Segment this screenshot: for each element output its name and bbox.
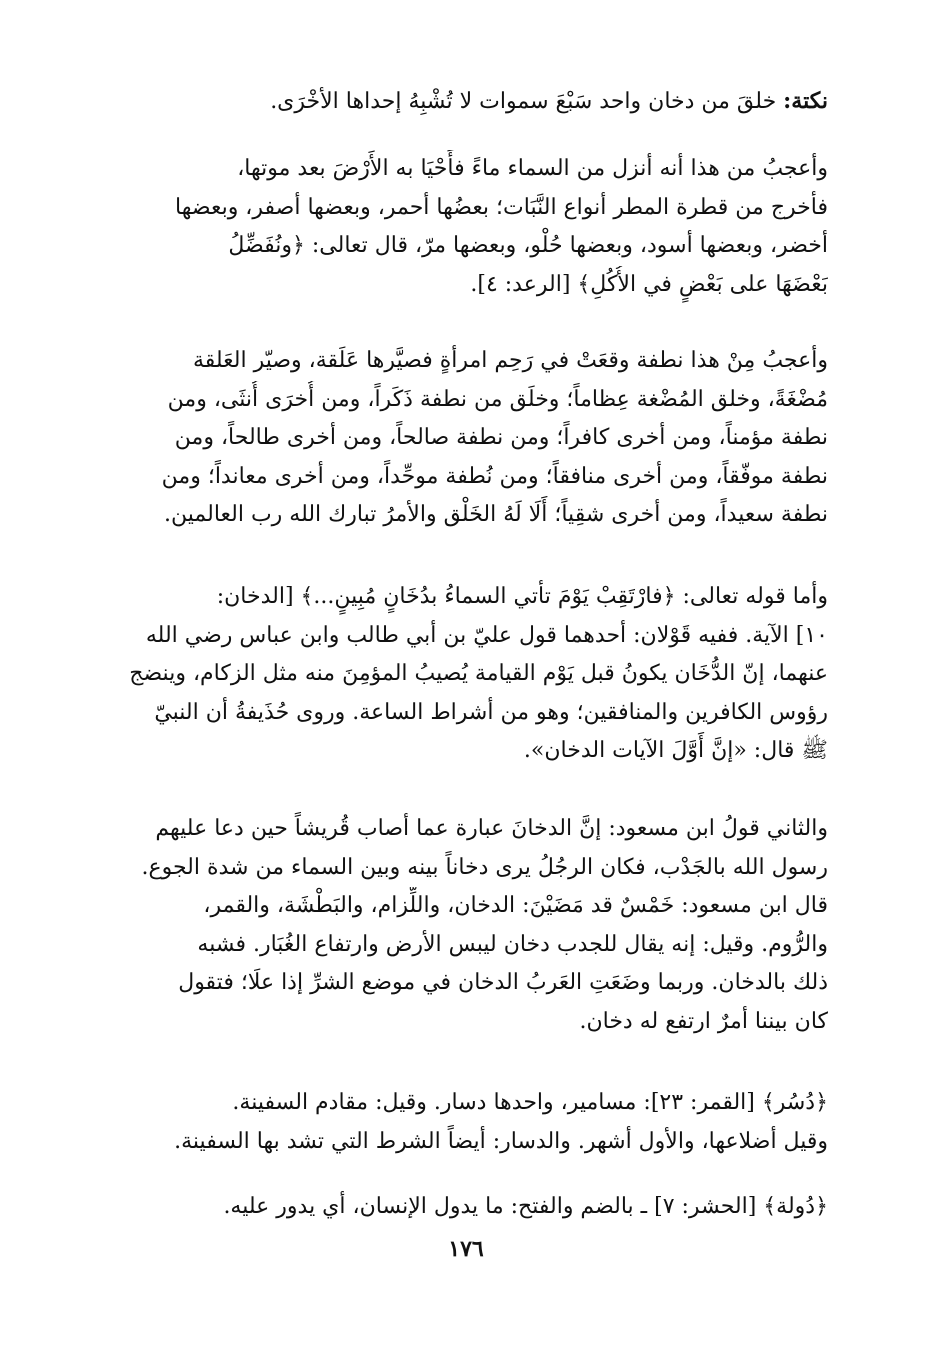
paragraph-nukta <box>104 82 828 122</box>
text-line: كان بيننا أمرٌ ارتفع له دخان. <box>579 1008 828 1034</box>
text-line: وأعجبُ من هذا أنه أنزل من السماء ماءً فأَحْيَا به الأَرْضَ بعد موتها، <box>237 156 828 181</box>
text-line <box>104 82 828 122</box>
text-line: وأعجبُ مِنْ هذا نطفة وقعَتْ في رَحِم امرأةٍ فصيَّرها عَلَقة، وصيّر العَلقة <box>192 348 828 373</box>
text-line: وأما قوله تعالى: ﴿فارْتَقِبْ يَوْمَ تأتي السماءُ بدُخَانٍ مُبِينٍ...﴾ [الدخان: <box>216 584 828 609</box>
paragraph-dusur <box>104 1084 828 1161</box>
text-line: نطفة سعيداً، ومن أخرى شقِياً؛ أَلَا لَهُ الخَلْق والأمرُ تبارك الله رب العالمين. <box>164 502 828 527</box>
text-line: مُضْغَةً، وخلق المُضْغة عِظاماً؛ وخلَق من نطفة ذَكَراً، ومن أُخرَى أُنثَى، ومن <box>167 386 828 412</box>
text-line: وقيل أضلاعها، والأول أشهر. والدسار: أيضاً الشرط التي تشد بها السفينة. <box>174 1128 828 1154</box>
text-line: ١٠] الآية. ففيه قَوْلان: أحدهما قول عليّ بن أبي طالب وابن عباس رضي الله <box>145 622 828 648</box>
text-line: بَعْضَهَا على بَعْضٍ في الأُكُلِ﴾ [الرعد: ٤]. <box>470 271 828 297</box>
page-number: ١٧٦ <box>448 1236 484 1262</box>
paragraph-nutfa <box>104 342 828 535</box>
text-line: ﴿دُولة﴾ [الحشر: ٧] ـ بالضم والفتح: ما يدول الإنسان، أي يدور عليه. <box>223 1194 828 1219</box>
text-line: والرُّوم. وقيل: إنه يقال للجدب دخان ليبس الأرض وارتفاع الغُبَار. فشبه <box>197 931 828 957</box>
line-text: خلقَ من دخان واحد سَبْعَ سموات لا تُشْبِهُ إحداها الأخْرَى. <box>270 89 784 114</box>
text-line: قال ابن مسعود: خَمْسٌ قد مَضَيْنَ: الدخان، واللِّزام، والبَطْشَة، والقمر، <box>203 893 828 918</box>
paragraph-dukhan <box>104 578 828 771</box>
nukta-heading: نكتة: <box>783 88 828 114</box>
paragraph-rain <box>104 150 828 304</box>
text-line: رسول الله بالجَدْب، فكان الرجُلُ يرى دخاناً بينه وبين السماء من شدة الجوع. <box>141 854 828 880</box>
text-line: نطفة موفّقاً، ومن أخرى منافقاً؛ ومن نُطفة موحِّداً، ومن أخرى معانداً؛ ومن <box>161 463 828 489</box>
text-line: عنهما، إنّ الدُّخَان يكونُ قبل يَوْم القيامة يُصيبُ المؤمِنَ منه مثل الزكام، وينضج <box>129 661 828 686</box>
text-line: ذلك بالدخان. وربما وضَعَتِ العَربُ الدخان في موضع الشرِّ إذا علَا؛ فتقول <box>178 970 828 995</box>
text-line: ﷺ قال: «إنَّ أَوَّلَ الآيات الدخان». <box>523 738 828 763</box>
text-line: نطفة مؤمناً، ومن أخرى كافراً؛ ومن نطفة صالحاً، ومن أخرى طالحاً، ومن <box>174 425 828 450</box>
paragraph-dawla <box>104 1188 828 1227</box>
text-line: أخضر، وبعضها أسود، وبعضها حُلْو، وبعضها مرّ، قال تعالى: ﴿ونُفَضِّلُ <box>228 233 828 258</box>
paragraph-ibn-masud <box>104 810 828 1041</box>
text-line: ﴿دُسُر﴾ [القمر: ٢٣]: مسامير، واحدها دسار. وقيل: مقادم السفينة. <box>232 1090 828 1115</box>
text-line: رؤوس الكافرين والمنافقين؛ وهو من أشراط الساعة. وروى حُذَيفةُ أن النبيّ <box>154 699 828 725</box>
text-line: فأخرج من قطرة المطر أنواع النَّبَات؛ بعضُها أحمر، وبعضها أصفر، وبعضها <box>175 194 828 220</box>
text-line: والثاني قولُ ابن مسعود: إنَّ الدخانَ عبارة عما أصاب قُريشاً حين دعا عليهم <box>155 816 828 841</box>
